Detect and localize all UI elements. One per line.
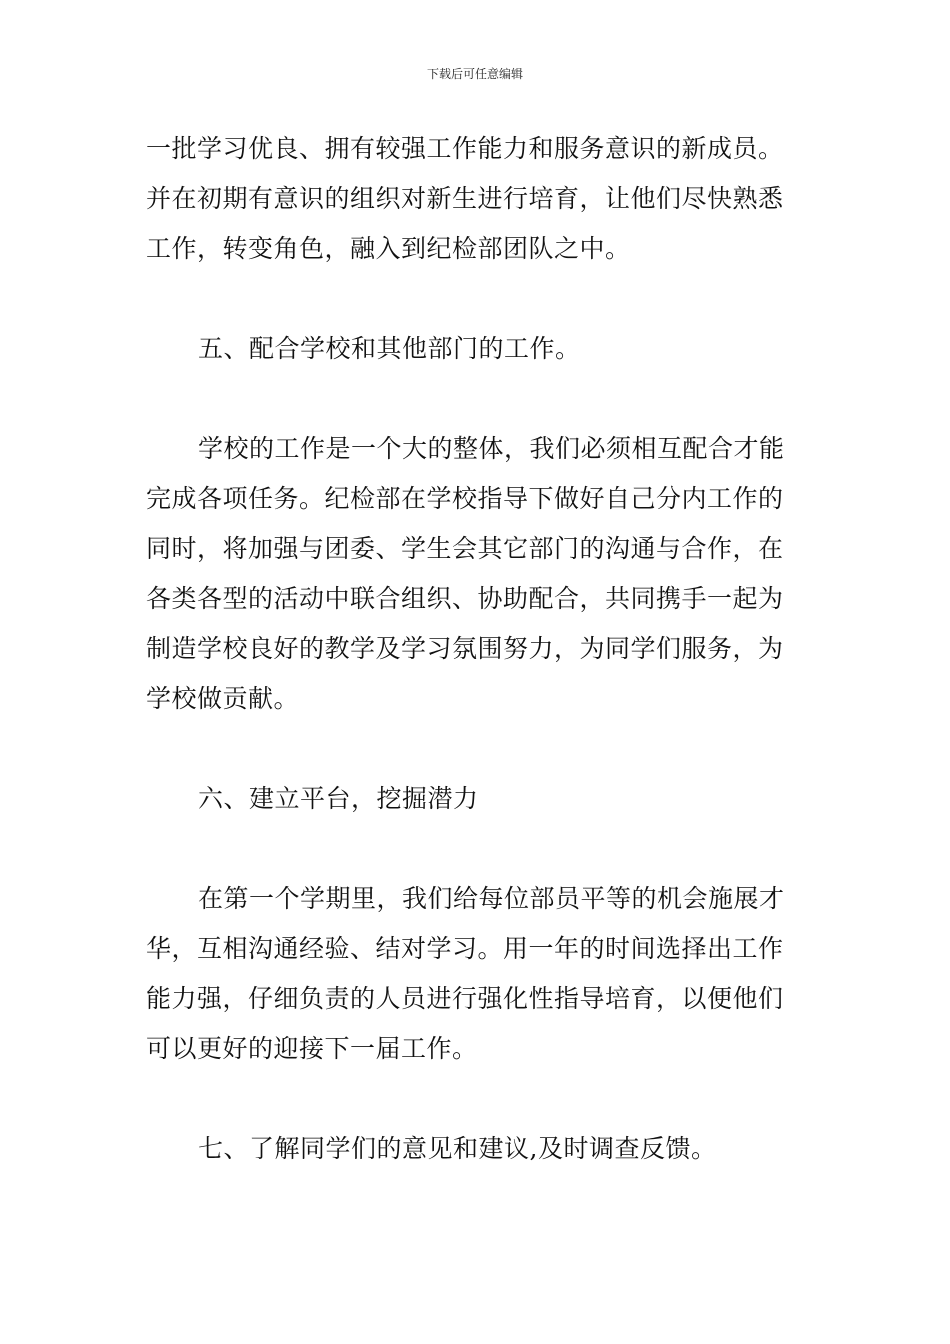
document-body	[146, 124, 808, 1174]
text-line: 各类各型的活动中联合组织、协助配合，共同携手一起为	[146, 584, 784, 613]
text-line: 学校做贡献。	[146, 684, 300, 713]
text-line: 在第一个学期里，我们给每位部员平等的机会施展才	[198, 884, 785, 913]
paragraph-cooperation	[146, 424, 808, 724]
paragraph-gap	[146, 1074, 808, 1124]
heading-line: 七、了解同学们的意见和建议,及时调查反馈。	[198, 1134, 717, 1163]
paragraph-gap	[146, 724, 808, 774]
text-line: 并在初期有意识的组织对新生进行培育，让他们尽快熟悉	[146, 184, 784, 213]
heading-line: 五、配合学校和其他部门的工作。	[198, 334, 581, 363]
paragraph-first-semester	[146, 874, 808, 1074]
paragraph-gap	[146, 374, 808, 424]
text-line: 制造学校良好的教学及学习氛围努力，为同学们服务，为	[146, 634, 784, 663]
text-line: 同时，将加强与团委、学生会其它部门的沟通与合作，在	[146, 534, 784, 563]
paragraph-new-members	[146, 124, 808, 274]
section-heading-seven	[146, 1124, 808, 1174]
paragraph-gap	[146, 274, 808, 324]
section-heading-six	[146, 774, 808, 824]
text-line: 可以更好的迎接下一届工作。	[146, 1034, 478, 1063]
text-line: 一批学习优良、拥有较强工作能力和服务意识的新成员。	[146, 134, 784, 163]
page-header-note: 下载后可任意编辑	[426, 67, 523, 81]
section-heading-five	[146, 324, 808, 374]
text-line: 完成各项任务。纪检部在学校指导下做好自己分内工作的	[146, 484, 784, 513]
text-line: 学校的工作是一个大的整体，我们必须相互配合才能	[198, 434, 785, 463]
text-line: 工作，转变角色，融入到纪检部团队之中。	[146, 234, 631, 263]
paragraph-gap	[146, 824, 808, 874]
text-line: 华，互相沟通经验、结对学习。用一年的时间选择出工作	[146, 934, 784, 963]
heading-line: 六、建立平台，挖掘潜力	[198, 784, 479, 813]
text-line: 能力强，仔细负责的人员进行强化性指导培育，以便他们	[146, 984, 784, 1013]
